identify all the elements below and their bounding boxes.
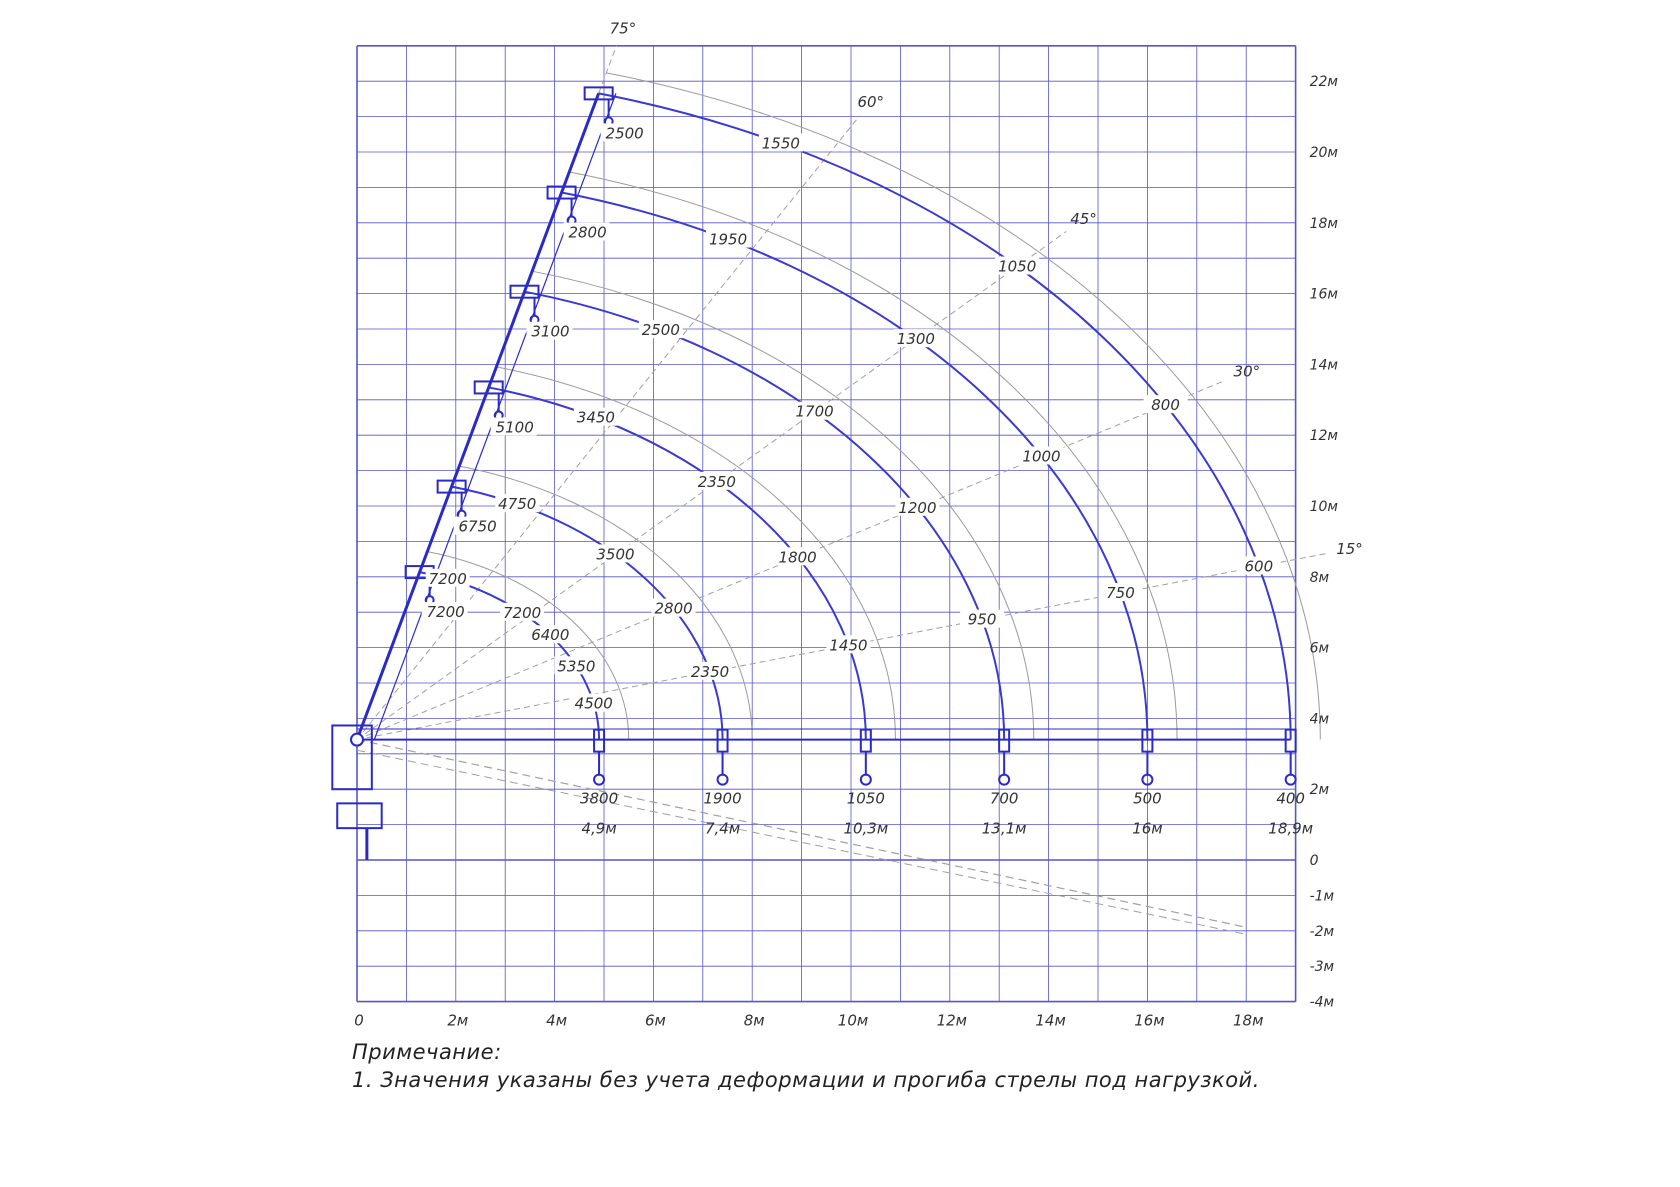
reach-label: 7,4м xyxy=(704,819,741,838)
boom-load-label: 5100 xyxy=(495,418,534,437)
note-text: 1. Значения указаны без учета деформации и прогиба стрелы под нагрузкой. xyxy=(352,1068,1260,1092)
load-label: 1200 xyxy=(898,498,937,517)
load-label: 2350 xyxy=(697,472,736,491)
hook-ring xyxy=(718,775,728,785)
load-label: 1950 xyxy=(708,230,748,249)
load-label: 4500 xyxy=(574,694,613,713)
load-label: 1300 xyxy=(896,330,935,349)
y-tick-label: 4м xyxy=(1309,711,1330,728)
load-label: 7200 xyxy=(428,569,467,588)
reach-label: 4,9м xyxy=(581,819,617,838)
reach-label: 10,3м xyxy=(843,819,889,838)
x-tick-label: 2м xyxy=(447,1011,469,1030)
boom-load-label: 2800 xyxy=(568,223,607,242)
load-label: 3450 xyxy=(576,408,615,427)
load-label: 2800 xyxy=(654,599,693,618)
base-load-label: 1900 xyxy=(703,789,742,808)
boom-load-label: 6750 xyxy=(458,517,497,536)
x-tick-label: 8м xyxy=(743,1011,765,1030)
y-tick-label: 20м xyxy=(1309,145,1338,161)
x-tick-label: 10м xyxy=(837,1011,869,1030)
angle-ray-label: 15° xyxy=(1336,540,1363,559)
reach-guide-arc xyxy=(496,367,895,740)
load-label: 1450 xyxy=(829,636,868,655)
base-load-label: 700 xyxy=(989,789,1019,808)
x-tick-label: 12м xyxy=(936,1011,968,1030)
base-load-label: 500 xyxy=(1133,789,1162,808)
y-tick-label: 2м xyxy=(1309,782,1330,799)
y-tick-label: 16м xyxy=(1309,286,1338,303)
angle-ray-label: 75° xyxy=(609,19,637,38)
load-label: 1000 xyxy=(1022,447,1061,466)
load-label: 800 xyxy=(1151,396,1180,415)
y-tick-label: 14м xyxy=(1309,357,1338,374)
boom-pivot xyxy=(351,734,363,746)
reach-guide-arc xyxy=(569,172,1177,740)
hook-ring xyxy=(594,775,604,785)
boom-load-label: 3100 xyxy=(531,322,570,341)
boom-load-label: 2500 xyxy=(605,124,644,143)
load-label: 6400 xyxy=(531,626,570,645)
base-load-label: 3800 xyxy=(579,789,619,808)
hook-ring xyxy=(999,775,1009,785)
note-title: Примечание: xyxy=(352,1040,502,1064)
angle-ray-label: 30° xyxy=(1233,362,1261,381)
x-tick-label: 16м xyxy=(1134,1011,1165,1030)
angle-ray xyxy=(357,117,858,739)
load-label: 2500 xyxy=(641,321,680,340)
load-label: 1800 xyxy=(778,548,817,567)
x-tick-label: 14м xyxy=(1035,1011,1066,1030)
y-tick-label: 22м xyxy=(1309,74,1338,91)
load-label: 750 xyxy=(1106,584,1135,603)
y-tick-label: -2м xyxy=(1309,923,1335,940)
reach-label: 13,1м xyxy=(981,819,1027,838)
x-tick-label: 0 xyxy=(354,1011,364,1030)
y-tick-label: -4м xyxy=(1309,994,1335,1011)
reach-guide-arc xyxy=(532,271,1034,739)
y-tick-label: 18м xyxy=(1309,215,1338,232)
x-tick-label: 18м xyxy=(1232,1011,1264,1030)
y-tick-label: 6м xyxy=(1309,640,1330,657)
hook-ring xyxy=(861,775,871,785)
load-label: 950 xyxy=(967,610,997,629)
y-tick-label: 0 xyxy=(1309,853,1319,869)
load-label: 5350 xyxy=(557,657,596,676)
load-label: 7200 xyxy=(502,603,542,622)
load-label: 600 xyxy=(1244,557,1274,576)
load-label: 2350 xyxy=(691,662,730,681)
y-tick-label: 12м xyxy=(1309,428,1338,445)
y-tick-label: -3м xyxy=(1309,959,1335,976)
load-label: 1050 xyxy=(998,257,1037,276)
hook-ring xyxy=(1286,775,1296,785)
load-label: 1550 xyxy=(761,134,800,153)
x-tick-label: 4м xyxy=(546,1011,568,1030)
reach-arc xyxy=(420,569,599,740)
y-tick-label: 10м xyxy=(1309,499,1338,515)
boom-load-label: 7200 xyxy=(426,603,465,622)
load-label: 1700 xyxy=(795,402,834,421)
load-label: 4750 xyxy=(498,495,537,514)
base-load-label: 400 xyxy=(1276,789,1305,808)
base-load-label: 1050 xyxy=(846,789,885,808)
y-tick-label: -1м xyxy=(1309,888,1335,905)
x-tick-label: 6м xyxy=(644,1011,666,1030)
reach-arc xyxy=(562,193,1148,740)
load-label: 3500 xyxy=(596,545,635,564)
angle-ray-label: 60° xyxy=(857,92,885,111)
reach-guide-arc xyxy=(606,73,1320,740)
reach-label: 16м xyxy=(1132,819,1163,838)
reach-label: 18,9м xyxy=(1268,819,1314,838)
angle-ray-label: 45° xyxy=(1070,209,1097,228)
y-tick-label: 8м xyxy=(1309,569,1330,586)
